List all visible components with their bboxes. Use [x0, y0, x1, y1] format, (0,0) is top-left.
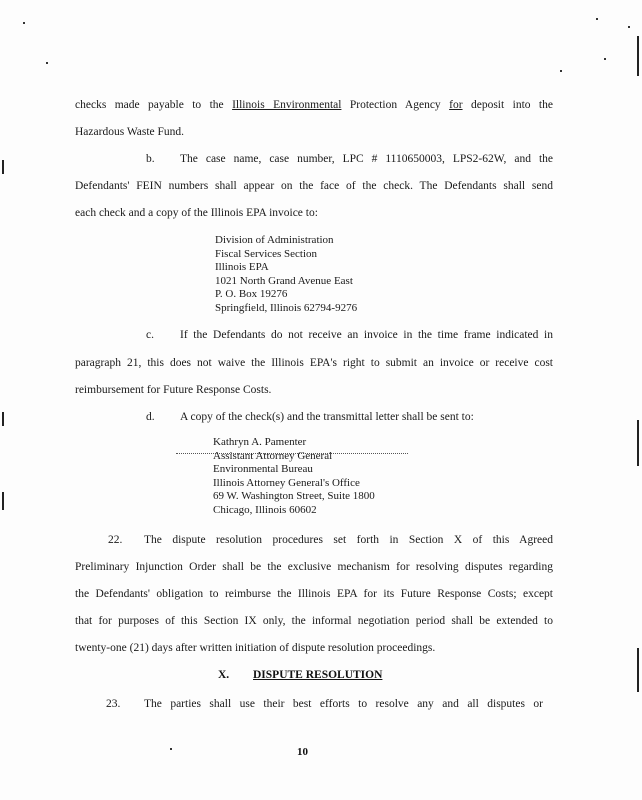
address-line: P. O. Box 19276	[215, 288, 288, 300]
para-d-label: d.	[146, 411, 155, 423]
scan-speck	[596, 18, 598, 20]
para-b-line3: each check and a copy of the Illinois EPA invoice to:	[75, 207, 318, 219]
address-line: Division of Administration	[215, 234, 334, 246]
para-22-number: 22.	[108, 534, 123, 546]
para-22-line1: The dispute resolution procedures set forth in Section X of this Agreed	[144, 534, 553, 546]
address-line: Chicago, Illinois 60602	[213, 504, 317, 516]
para-c-label: c.	[146, 329, 154, 341]
para-b-line1: The case name, case number, LPC # 1110650003, LPS2-62W, and the	[180, 153, 553, 165]
para-22-line2: Preliminary Injunction Order shall be the exclusive mechanism for resolving disputes regarding	[75, 561, 553, 573]
address-line: 69 W. Washington Street, Suite 1800	[213, 490, 375, 502]
scan-edge-mark	[2, 160, 4, 174]
address-line: Illinois EPA	[215, 261, 269, 273]
para-22-line5: twenty-one (21) days after written initiation of dispute resolution proceedings.	[75, 642, 436, 654]
address-line: 1021 North Grand Avenue East	[215, 275, 353, 287]
section-number: X.	[218, 669, 230, 681]
para-22-line4: that for purposes of this Section IX only, the informal negotiation period shall be extended to	[75, 615, 553, 627]
para-c-line3: reimbursement for Future Response Costs.	[75, 384, 272, 396]
para-a-line1	[75, 98, 553, 112]
para-a-line2: Hazardous Waste Fund.	[75, 126, 185, 138]
scan-edge-mark	[2, 412, 4, 426]
agency-name-underlined: Illinois Environmental	[232, 99, 342, 111]
scan-edge-mark	[637, 420, 639, 466]
para-a-text-pre: checks made payable to the	[75, 99, 233, 111]
scan-edge-mark	[637, 36, 639, 76]
address-line: Illinois Attorney General's Office	[213, 477, 360, 489]
para-23-number: 23.	[106, 698, 121, 710]
address-line: Environmental Bureau	[213, 463, 313, 475]
para-d-line1: A copy of the check(s) and the transmittal letter shall be sent to:	[180, 411, 474, 423]
para-c-line2: paragraph 21, this does not waive the Illinois EPA's right to submit an invoice or receive cost	[75, 357, 553, 369]
scan-speck	[46, 62, 48, 64]
para-22-line3: the Defendants' obligation to reimburse the Illinois EPA for its Future Response Costs; except	[75, 588, 553, 600]
para-a-text-mid: Protection Agency	[341, 99, 450, 111]
para-b-label: b.	[146, 153, 155, 165]
scan-speck	[170, 748, 172, 750]
scan-edge-mark	[2, 492, 4, 510]
scan-speck	[23, 22, 25, 24]
para-b-line2: Defendants' FEIN numbers shall appear on the face of the check. The Defendants shall send	[75, 180, 553, 192]
para-c-line1: If the Defendants do not receive an invoice in the time frame indicated in	[180, 329, 553, 341]
address-line: Fiscal Services Section	[215, 248, 318, 260]
address-line: Kathryn A. Pamenter	[213, 436, 307, 448]
address-line: Springfield, Illinois 62794-9276	[215, 302, 358, 314]
address-line: Assistant Attorney General	[213, 450, 333, 462]
scan-speck	[604, 58, 606, 60]
scan-edge-mark	[637, 648, 639, 692]
scan-speck	[560, 70, 562, 72]
para-a-text-post: deposit into the	[462, 99, 553, 111]
for-underlined: for	[449, 99, 463, 111]
page-number: 10	[297, 746, 308, 758]
para-23-line1: The parties shall use their best efforts to resolve any and all disputes or	[144, 698, 543, 710]
section-title: DISPUTE RESOLUTION	[253, 669, 383, 681]
scan-speck	[628, 26, 630, 28]
